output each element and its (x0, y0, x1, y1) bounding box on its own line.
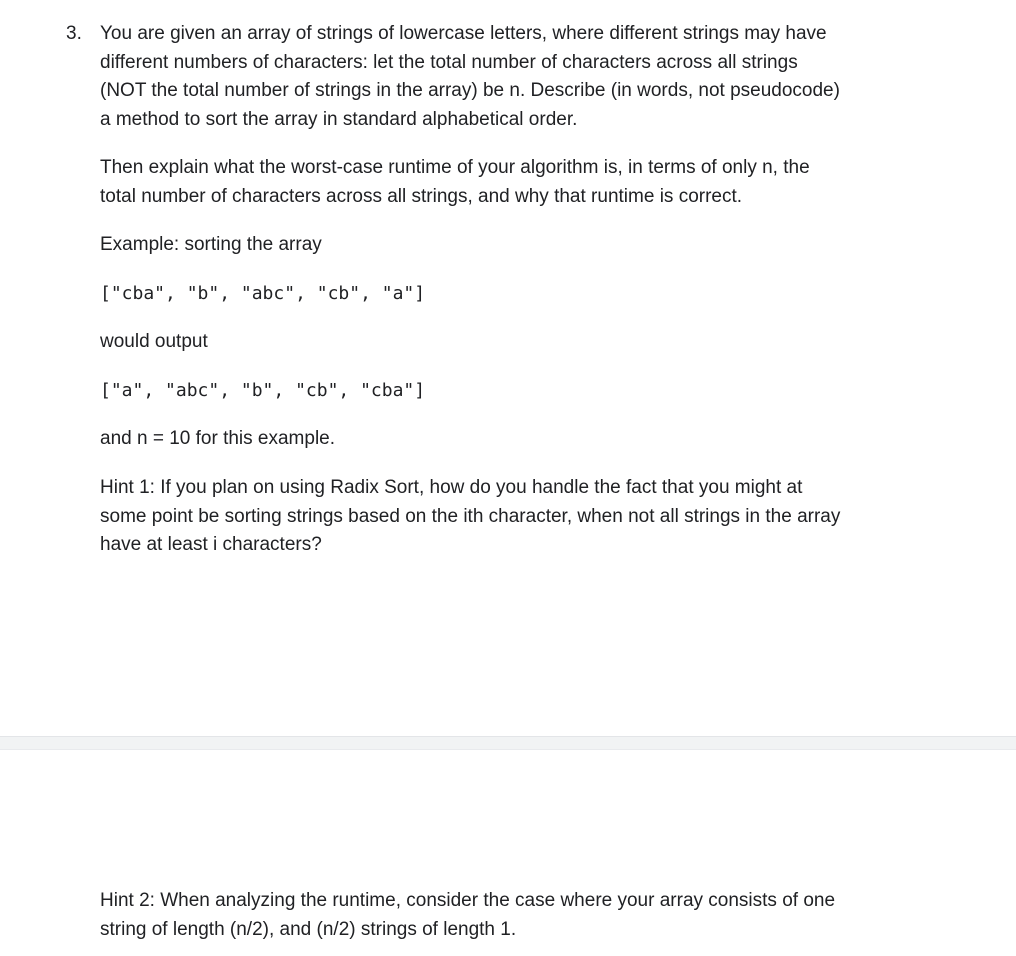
page-break (0, 736, 1016, 750)
hint-1: Hint 1: If you plan on using Radix Sort, how do you handle the fact that you might at some point be sorting strings based on the ith character, when not all strings in the array have at least i characters? (100, 477, 841, 555)
example-intro: Example: sorting the array (100, 234, 322, 255)
example-output-array: ["a", "abc", "b", "cb", "cba"] (100, 380, 426, 401)
example-input-array: ["cba", "b", "abc", "cb", "a"] (100, 283, 426, 304)
runtime-instructions: Then explain what the worst-case runtime of your algorithm is, in terms of only n, the total number of characters across all strings, and why that runtime is correct. (100, 157, 810, 207)
question-description: You are given an array of strings of lowercase letters, where different strings may have different numbers of characters: let the total number of characters across all strings (NOT the total number of strings in the array) be n. Describe (in words, not pseudocode) a method to sort the array in standard alphabetical order. (100, 23, 840, 130)
would-output-label: would output (100, 331, 208, 352)
n-value-note: and n = 10 for this example. (100, 428, 336, 449)
hint-2: Hint 2: When analyzing the runtime, consider the case where your array consists of one string of length (n/2), and (n/2) strings of length 1. (100, 890, 836, 940)
document-page-2 (0, 750, 1016, 956)
question-number: 3. (66, 23, 82, 44)
